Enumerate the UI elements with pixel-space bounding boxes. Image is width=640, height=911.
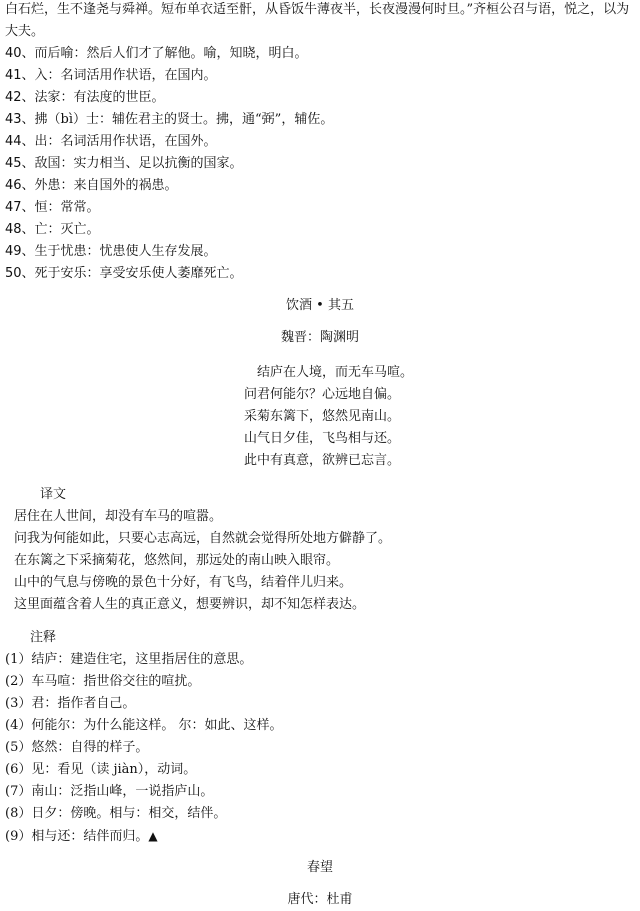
poem-line: 采菊东篱下，悠然见南山。 <box>244 409 401 424</box>
note-text: (9）相与还：结伴而归。 <box>5 829 149 844</box>
glossary-number: 40、 <box>5 46 35 61</box>
poem-line: 结庐在人境，而无车马喧。 <box>257 365 414 380</box>
glossary-text: 敌国：实力相当、足以抗衡的国家。 <box>34 156 243 171</box>
glossary-number: 49、 <box>5 244 35 259</box>
glossary-text: 出：名词活用作状语，在国外。 <box>34 134 217 149</box>
glossary-text: 而后喻：然后人们才了解他。喻，知晓，明白。 <box>34 46 308 61</box>
glossary-number: 46、 <box>5 178 35 193</box>
glossary-text: 生于忧患：忧患使人生存发展。 <box>34 244 217 259</box>
poem-line: 此中有真意，欲辨已忘言。 <box>244 453 401 468</box>
poem-title: 饮酒 • 其五 <box>286 298 354 313</box>
glossary-text: 法家：有法度的世臣。 <box>34 90 165 105</box>
glossary-item <box>5 264 243 284</box>
note-item: (3）君：指作者自己。 <box>5 696 136 711</box>
note-item: (1）结庐：建造住宅，这里指居住的意思。 <box>5 652 253 667</box>
translation-line: 居住在人世间，却没有车马的喧嚣。 <box>14 509 223 524</box>
note-item: (4）何能尔：为什么能这样。 尔：如此、这样。 <box>5 718 283 733</box>
glossary-text: 恒：常常。 <box>34 200 100 215</box>
intro-line-1: 白石烂，生不逢尧与舜禅。短布单衣适至骭，从昏饭牛薄夜半，长夜漫漫何时旦。”齐桓公召与语，悦之，以为 <box>5 2 630 17</box>
glossary-item <box>5 154 243 174</box>
glossary-text: 亡：灭亡。 <box>34 222 100 237</box>
poem-line: 山气日夕佳，飞鸟相与还。 <box>244 431 401 446</box>
glossary-item <box>5 66 217 86</box>
glossary-item <box>5 44 308 64</box>
intro-line-2: 大夫。 <box>5 24 45 39</box>
glossary-text: 死于安乐：享受安乐使人萎靡死亡。 <box>34 266 243 281</box>
translation-line: 在东篱之下采摘菊花，悠然间，那远处的南山映入眼帘。 <box>14 553 340 568</box>
translation-heading: 译文 <box>40 487 67 502</box>
glossary-text: 入：名词活用作状语，在国内。 <box>34 68 217 83</box>
note-item: (8）日夕：傍晚。相与：相交，结伴。 <box>5 806 227 821</box>
glossary-number: 44、 <box>5 134 35 149</box>
glossary-number: 42、 <box>5 90 35 105</box>
next-poem-title: 春望 <box>306 860 333 875</box>
poem-line: 问君何能尔？心远地自偏。 <box>244 387 401 402</box>
glossary-item <box>5 242 217 262</box>
glossary-item <box>5 132 217 152</box>
glossary-number: 50、 <box>5 266 35 281</box>
glossary-item <box>5 110 333 130</box>
translation-line: 问我为何能如此，只要心志高远，自然就会觉得所处地方僻静了。 <box>14 531 392 546</box>
note-item: (6）见：看见（读 jiàn），动词。 <box>5 762 197 777</box>
note-item <box>5 826 158 846</box>
glossary-number: 45、 <box>5 156 35 171</box>
glossary-number: 43、 <box>5 112 35 127</box>
glossary-text: 拂（bì）士：辅佐君主的贤士。拂，通“弼”，辅佐。 <box>34 112 334 127</box>
triangle-end-icon: ▲ <box>148 829 158 843</box>
poem-author: 魏晋：陶渊明 <box>280 330 359 345</box>
notes-heading: 注释 <box>30 630 57 645</box>
glossary-number: 41、 <box>5 68 35 83</box>
glossary-item <box>5 198 100 218</box>
glossary-number: 48、 <box>5 222 35 237</box>
glossary-item <box>5 176 178 196</box>
translation-line: 这里面蕴含着人生的真正意义，想要辨识，却不知怎样表达。 <box>14 597 366 612</box>
glossary-item <box>5 220 100 240</box>
glossary-text: 外患：来自国外的祸患。 <box>34 178 178 193</box>
note-item: (7）南山：泛指山峰，一说指庐山。 <box>5 784 214 799</box>
note-item: (2）车马喧：指世俗交往的喧扰。 <box>5 674 201 689</box>
note-item: (5）悠然：自得的样子。 <box>5 740 149 755</box>
translation-line: 山中的气息与傍晚的景色十分好，有飞鸟，结着伴儿归来。 <box>14 575 353 590</box>
next-poem-author: 唐代：杜甫 <box>287 892 353 907</box>
glossary-item <box>5 88 165 108</box>
glossary-number: 47、 <box>5 200 35 215</box>
